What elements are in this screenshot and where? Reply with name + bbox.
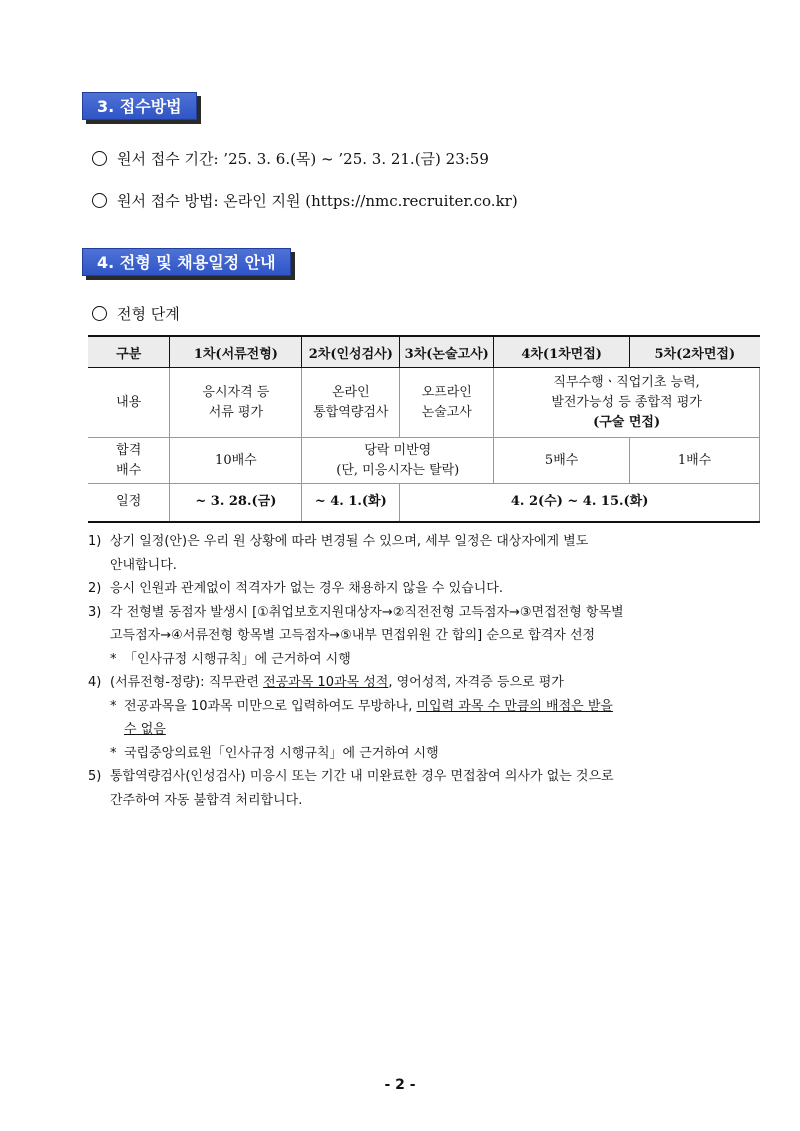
cell-stage45-content (494, 368, 760, 438)
note-text (110, 671, 564, 695)
note-item-2 (88, 577, 738, 601)
note-text: 안내합니다. (110, 557, 177, 573)
star-mark: * (110, 698, 117, 714)
note-text-part: , 영어성적, 자격증 등으로 평가 (388, 675, 564, 690)
note-text-underlined: 수 없음 (124, 722, 166, 737)
application-period-text: 원서 접수 기간: ’25. 3. 6.(목) ~ ’25. 3. 21.(금) 23:59 (117, 150, 489, 168)
cell-text: 온라인 (331, 384, 370, 400)
cell-text: 당락 미반영 (364, 442, 432, 458)
cell-text: 논술고사 (421, 404, 472, 420)
cell-text: 직무수행ㆍ직업기초 능력, (553, 374, 700, 390)
application-method-text: 원서 접수 방법: 온라인 지원 (https://nmc.recruiter.co.kr) (117, 192, 518, 210)
stages-subheading-text: 전형 단계 (117, 305, 180, 323)
cell-stage2-schedule: ~ 4. 1.(화) (302, 484, 400, 522)
cell-text: 서류 평가 (208, 404, 264, 420)
notes-list (88, 530, 738, 812)
cell-stage345-schedule: 4. 2(수) ~ 4. 15.(화) (400, 484, 760, 522)
note-item-1 (88, 530, 738, 554)
cell-text: 오프라인 (421, 384, 472, 400)
note-text: 국립중앙의료원「인사규정 시행규칙」에 근거하여 시행 (124, 745, 439, 761)
table-header-row (88, 336, 760, 368)
row-label-schedule: 일정 (88, 484, 170, 522)
note-number: 2) (88, 581, 102, 596)
note-text-underlined: 미입력 과목 수 만큼의 배점은 받을 (416, 698, 613, 714)
header-stage4: 4차(1차면접) (494, 336, 630, 368)
row-label-pass (88, 438, 170, 484)
stages-subheading (92, 303, 180, 324)
cell-stage5-pass: 1배수 (630, 438, 760, 484)
cell-stage1-pass: 10배수 (170, 438, 302, 484)
note-4-star-1 (88, 695, 738, 719)
selection-stages-table (88, 335, 760, 523)
header-stage3: 3차(논술고사) (400, 336, 494, 368)
application-method (92, 190, 518, 211)
note-text (124, 695, 613, 719)
cell-text: (단, 미응시자는 탈락) (336, 462, 460, 478)
note-item-5 (88, 765, 738, 789)
cell-text: 응시자격 등 (202, 384, 270, 400)
note-3-star (88, 648, 738, 672)
page-number: - 2 - (384, 1077, 416, 1093)
note-item-3 (88, 601, 738, 625)
note-text: 통합역량검사(인성검사) 미응시 또는 기간 내 미완료한 경우 면접참여 의사가 없는 것으로 (110, 769, 614, 784)
table-row-content (88, 368, 760, 438)
cell-stage4-pass: 5배수 (494, 438, 630, 484)
note-number: 3) (88, 604, 102, 620)
table-row-schedule (88, 484, 760, 522)
cell-text: 발전가능성 등 종합적 평가 (551, 394, 702, 410)
cell-text: 합격 (116, 442, 142, 458)
note-4-star-1-cont (88, 718, 738, 742)
cell-stage23-pass (302, 438, 494, 484)
circle-bullet-icon (92, 193, 107, 208)
note-number: 1) (88, 534, 102, 549)
section3-title: 3. 접수방법 (82, 92, 197, 120)
note-text: 간주하여 자동 불합격 처리합니다. (110, 792, 303, 808)
cell-stage2-content (302, 368, 400, 438)
header-category: 구분 (88, 336, 170, 368)
note-text: 각 전형별 동점자 발생시 [①취업보호지원대상자→②직전전형 고득점자→③면접전형 항목별 (110, 604, 624, 620)
header-stage5: 5차(2차면접) (630, 336, 760, 368)
note-text-part: 전공과목을 10과목 미만으로 입력하여도 무방하나, (124, 698, 417, 714)
header-stage2: 2차(인성검사) (302, 336, 400, 368)
cell-text: 배수 (116, 462, 142, 478)
section4-header (82, 248, 291, 276)
note-4-star-2 (88, 742, 738, 766)
note-text: 상기 일정(안)은 우리 원 상황에 따라 변경될 수 있으며, 세부 일정은 대상자에게 별도 (110, 534, 589, 549)
note-text: 고득점자→④서류전형 항목별 고득점자→⑤내부 면접위원 간 합의] 순으로 합격자 선정 (110, 628, 596, 643)
cell-stage3-content (400, 368, 494, 438)
circle-bullet-icon (92, 151, 107, 166)
star-mark: * (110, 651, 117, 667)
note-number: 5) (88, 769, 102, 784)
note-text: 「인사규정 시행규칙」에 근거하여 시행 (124, 651, 351, 667)
note-text-part: (서류전형-정량): 직무관련 (110, 675, 264, 690)
note-text-underlined: 전공과목 10과목 성적 (263, 675, 389, 690)
cell-text: 통합역량검사 (313, 404, 389, 420)
star-mark: * (110, 745, 117, 761)
note-number: 4) (88, 675, 102, 690)
header-stage1: 1차(서류전형) (170, 336, 302, 368)
circle-bullet-icon (92, 306, 107, 321)
cell-stage1-schedule: ~ 3. 28.(금) (170, 484, 302, 522)
cell-stage1-content (170, 368, 302, 438)
row-label-content: 내용 (88, 368, 170, 438)
note-item-4 (88, 671, 738, 695)
note-text: 응시 인원과 관계없이 적격자가 없는 경우 채용하지 않을 수 있습니다. (110, 581, 503, 596)
cell-text: (구술 면접) (593, 414, 661, 430)
application-period (92, 148, 489, 169)
section3-header (82, 92, 197, 120)
section4-title: 4. 전형 및 채용일정 안내 (82, 248, 291, 276)
table-row-pass-ratio (88, 438, 760, 484)
